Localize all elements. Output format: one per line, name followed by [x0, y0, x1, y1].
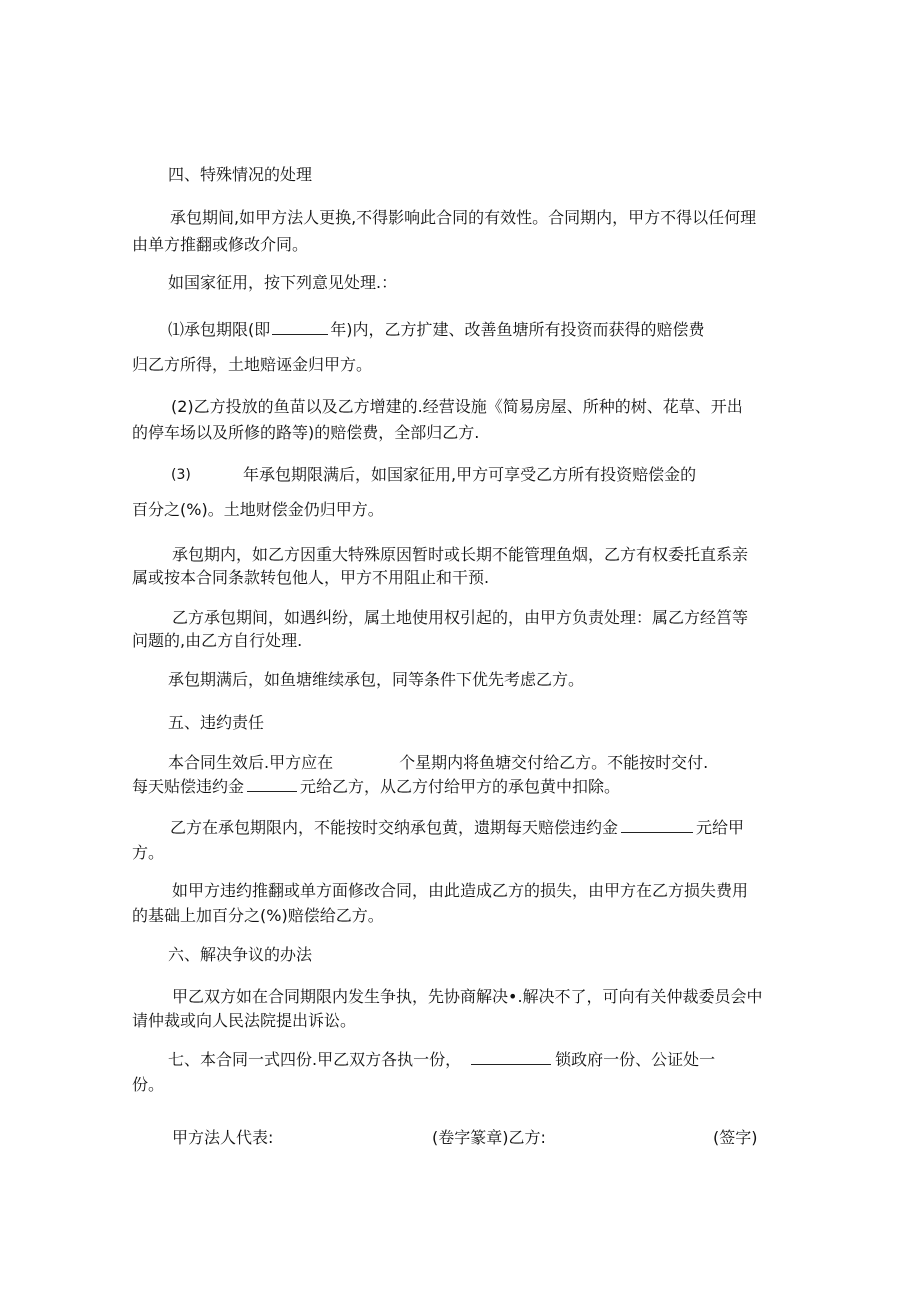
section-4-heading: 四、特殊情况的处理: [168, 165, 313, 184]
paragraph-line: 归乙方所得，土地赔诬金归甲方。: [132, 355, 373, 374]
paragraph-line: 百分之(%)。土地财偿金仍归甲方。: [132, 500, 384, 519]
blank-field: [272, 320, 328, 335]
paragraph-line: [132, 772, 620, 802]
paragraph-line: 请仲裁或向人民法院提出诉讼。: [132, 1011, 357, 1030]
blank-field: [247, 777, 297, 792]
item-2-line: (2)乙方投放的鱼苗以及乙方增建的.经营设施《简易房屋、所种的树、花草、开出: [171, 397, 743, 416]
paragraph-line: 的停车场以及所修的路等)的赔偿费，全部归乙方.: [132, 423, 480, 442]
item-1-text: 年)内，乙方扩建、改善鱼塘所有投资而获得的赔偿费: [330, 320, 705, 339]
text-span: 七、本合同一式四份.甲乙双方各执一份，: [168, 1050, 462, 1069]
paragraph-line: 甲乙双方如在合同期限内发生争执，先协商解决•.解决不了，可向有关仲裁委员会中: [172, 987, 763, 1006]
paragraph-line: 承包期间,如甲方法人更换,不得影响此合同的有效性。合同期内，甲方不得以任何理: [170, 208, 757, 227]
paragraph-line: 如甲方违约推翻或单方面修改合同，由此造成乙方的损失，由甲方在乙方损失费用: [172, 881, 749, 900]
paragraph-line: 方。: [132, 843, 165, 862]
paragraph-line: 份。: [132, 1075, 165, 1094]
paragraph-line: 属或按本合同条款转包他人，甲方不用阻止和干预.: [132, 568, 490, 587]
blank-field: [621, 818, 693, 833]
item-3-number: (3): [171, 467, 191, 483]
text-span: 本合同生效后.甲方应在: [168, 753, 334, 772]
text-span: 个星期内将鱼塘交付给乙方。不能按时交付.: [399, 753, 709, 772]
section-6-heading: 六、解决争议的办法: [168, 945, 313, 964]
paragraph-line: [170, 813, 744, 843]
text-span: 元给乙方，从乙方付给甲方的承包黄中扣除。: [300, 777, 621, 796]
paragraph-line: 承包期内，如乙方因重大特殊原因暂时或长期不能管理鱼烟，乙方有权委托直系亲: [172, 545, 749, 564]
party-b-seal-label: (卷字篆章)乙方:: [432, 1128, 546, 1147]
item-1-prefix: ⑴承包期限(即: [168, 320, 271, 339]
text-span: 乙方在承包期限内，不能按时交纳承包黄，遗期每天赔偿违约金: [170, 818, 619, 837]
blank-field: [471, 1050, 551, 1065]
paragraph-line: [168, 1045, 715, 1075]
paragraph-line: 乙方承包期间，如遇纠纷，属土地使用权引起的，由甲方负责处理：属乙方经筥等: [172, 608, 749, 627]
paragraph-line: 如国家征用，按下列意见处理.：: [168, 273, 398, 292]
text-span: 每天贴偿违约金: [132, 777, 245, 796]
signature-label: (签字): [713, 1128, 758, 1147]
party-a-representative-label: 甲方法人代表:: [172, 1128, 274, 1147]
item-3-text: 年承包期限满后，如国家征用,甲方可享受乙方所有投资赔偿金的: [243, 465, 697, 484]
text-span: 锁政府一份、公证处一: [555, 1050, 716, 1069]
paragraph-line: 承包期满后，如鱼塘维续承包，同等条件下优先考虑乙方。: [168, 670, 585, 689]
paragraph-line: 的基础上加百分之(%)赔偿给乙方。: [132, 906, 384, 925]
section-5-heading: 五、违约责任: [168, 713, 265, 732]
paragraph-line: 由单方推翻或修改介同。: [132, 235, 309, 254]
text-span: 元给甲: [696, 818, 745, 837]
paragraph-line: 问题的,由乙方自行处理.: [132, 631, 303, 650]
item-1-line: [168, 315, 705, 345]
